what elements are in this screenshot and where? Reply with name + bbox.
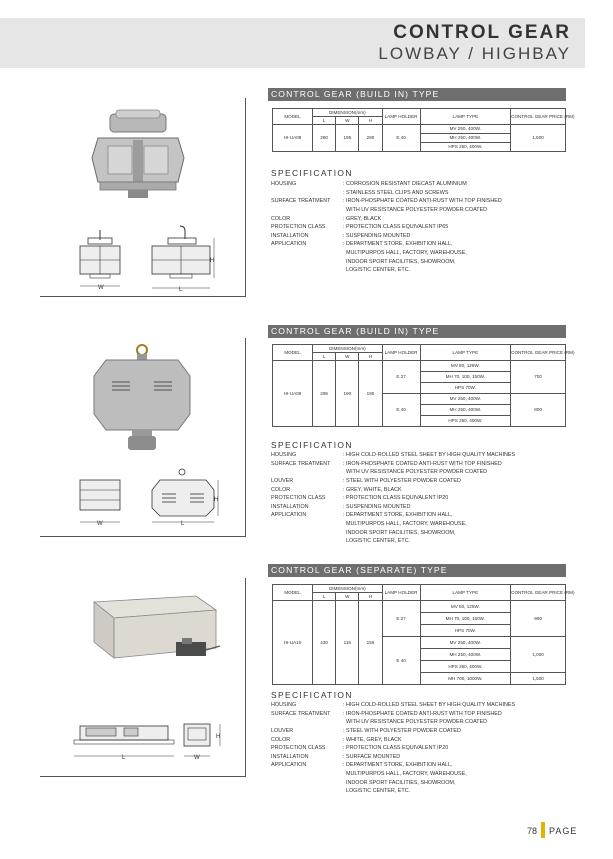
col-header-dimension: DIMENSION(mm): [313, 585, 383, 593]
cell-lamp-holder: E 40: [382, 125, 420, 152]
spec-values: [343, 727, 461, 736]
spec-value: : STEEL WITH POLYESTER POWDER COATED: [343, 727, 461, 734]
spec-values: [343, 761, 467, 796]
dimension-drawing-side-1: [146, 224, 218, 294]
spec-list-3: [271, 701, 515, 796]
spec-row: [271, 503, 515, 512]
col-header-w: W: [336, 353, 359, 361]
spec-key: COLOR: [271, 736, 291, 743]
spec-value: : GREY, BLACK: [343, 215, 382, 222]
svg-text:H: H: [216, 734, 221, 740]
spec-values: [343, 180, 467, 197]
spec-values: [343, 736, 402, 745]
spec-value: MULTIPURPOS HALL, FACTORY, WAREHOUSE,: [343, 771, 467, 778]
page-accent-bar: [541, 822, 545, 838]
spec-values: [343, 197, 502, 214]
svg-text:H: H: [214, 497, 219, 503]
spec-row: [271, 494, 515, 503]
spec-value: : SUSPENDING MOUNTED: [343, 503, 411, 510]
dimension-drawing-front-3: [72, 718, 176, 762]
spec-key: APPLICATION: [271, 241, 307, 248]
col-header-price: CONTROL GEAR PRICE (RM): [511, 585, 566, 601]
svg-text:W: W: [98, 285, 104, 291]
spec-values: [343, 701, 515, 710]
spec-value: : SUSPENDING MOUNTED: [343, 232, 411, 239]
spec-key: HOUSING: [271, 181, 297, 187]
spec-values: [343, 477, 461, 486]
page-number: 78: [527, 826, 538, 836]
col-header-lamp-holder: LAMP HOLDER: [382, 345, 420, 361]
col-header-l: L: [313, 353, 336, 361]
product-photo-1: [88, 108, 188, 200]
spec-value: INDOOR SPORT FACILITIES, SHOWROOM,: [343, 529, 456, 536]
spec-heading-3: SPECIFICATION: [271, 690, 353, 700]
cell-dim-h: 180: [359, 361, 382, 427]
cell-lamp-type: HPS 70W.: [420, 625, 511, 637]
section-title-1: CONTROL GEAR (BUILD IN) TYPE: [268, 88, 566, 101]
spec-key: COLOR: [271, 486, 291, 493]
svg-text:L: L: [181, 521, 185, 527]
spec-value: : IRON-PHOSPHATE COATED ANTI-RUST WITH TOP FINISHED: [343, 710, 502, 717]
svg-text:H: H: [210, 258, 215, 264]
spec-value: : STEEL WITH POLYESTER POWDER COATED: [343, 477, 461, 484]
cell-lamp-type: MH 700, 1000W.: [420, 673, 511, 685]
spec-row: [271, 240, 502, 275]
spec-key: HOUSING: [271, 702, 297, 708]
cell-price: 900: [511, 601, 566, 637]
spec-row: [271, 477, 515, 486]
spec-values: [343, 451, 515, 460]
dimension-drawing-front-2: [76, 474, 126, 528]
spec-row: [271, 753, 515, 762]
cell-lamp-type: MH 70, 100, 150W.: [420, 613, 511, 625]
spec-values: [343, 710, 502, 727]
spec-value: : STAINLESS STEEL CLIPS AND SCREWS: [343, 189, 449, 196]
spec-value: : DEPARTMENT STORE, EXHIBITION HALL,: [343, 762, 453, 769]
spec-row: [271, 727, 515, 736]
spec-value: WITH UV RESISTANCE POLYESTER POWDER COATED: [343, 206, 488, 213]
spec-value: MULTIPURPOS HALL, FACTORY, WAREHOUSE,: [343, 250, 467, 257]
cell-model: HI-UA09: [273, 361, 313, 427]
col-header-lamp-holder: LAMP HOLDER: [382, 585, 420, 601]
cell-price: 800: [511, 394, 566, 427]
spec-value: : CORROSION RESISTANT DIECAST ALUMINIUM: [343, 181, 467, 187]
cell-lamp-type: MV 80, 125W.: [420, 601, 511, 613]
col-header-model: MODEL: [273, 345, 313, 361]
col-header-price: CONTROL GEAR PRICE (RM): [511, 109, 566, 125]
col-header-dimension: DIMENSION(mm): [313, 109, 383, 117]
cell-lamp-type: MV 80, 125W.: [420, 361, 511, 372]
spec-value: : PROTECTION CLASS EQUIVALENT IP65: [343, 224, 449, 231]
cell-lamp-type: MV 250, 400W.: [420, 637, 511, 649]
spec-key: INSTALLATION: [271, 503, 309, 510]
cell-lamp-type: MH 70, 100, 150W.: [420, 372, 511, 383]
section-title-3: CONTROL GEAR (SEPARATE) TYPE: [268, 564, 566, 577]
cell-price: 1,500: [511, 125, 566, 152]
cell-price: 1,000: [511, 637, 566, 673]
spec-key: PROTECTION CLASS: [271, 224, 326, 231]
spec-table-2: [272, 344, 575, 427]
spec-values: [343, 486, 402, 495]
section-title-2: CONTROL GEAR (BUILD IN) TYPE: [268, 325, 566, 338]
spec-key: LOUVER: [271, 477, 294, 484]
cell-lamp-type: MH 250, 400W.: [420, 405, 511, 416]
spec-row: [271, 701, 515, 710]
cell-lamp-holder: E 27: [382, 361, 420, 394]
col-header-w: W: [336, 593, 359, 601]
spec-list-1: [271, 180, 502, 275]
spec-row: [271, 180, 502, 197]
cell-lamp-type: MH 250, 400W.: [420, 134, 511, 143]
spec-row: [271, 460, 515, 477]
spec-row: [271, 511, 515, 546]
spec-row: [271, 736, 515, 745]
col-header-w: W: [336, 117, 359, 125]
spec-key: SURFACE TREATMENT: [271, 710, 331, 717]
spec-key: PROTECTION CLASS: [271, 495, 326, 502]
cell-price: 1,500: [511, 673, 566, 685]
spec-key: APPLICATION: [271, 512, 307, 519]
spec-table-1: [272, 108, 575, 152]
col-header-dimension: DIMENSION(mm): [313, 345, 383, 353]
spec-row: [271, 710, 515, 727]
spec-value: LOGISTIC CENTER, ETC.: [343, 538, 411, 545]
spec-key: INSTALLATION: [271, 232, 309, 239]
spec-values: [343, 240, 467, 275]
dimension-drawing-front-1: [76, 228, 126, 294]
spec-row: [271, 761, 515, 796]
product-photo-2: [90, 342, 194, 452]
spec-key: LOUVER: [271, 727, 294, 734]
cell-lamp-type: MV 250, 400W.: [420, 394, 511, 405]
spec-row: [271, 232, 502, 241]
spec-key: SURFACE TREATMENT: [271, 198, 331, 205]
spec-key: SURFACE TREATMENT: [271, 460, 331, 467]
spec-values: [343, 744, 448, 753]
spec-values: [343, 223, 448, 232]
spec-value: INDOOR SPORT FACILITIES, SHOWROOM,: [343, 779, 456, 786]
page-title: CONTROL GEAR: [393, 22, 571, 43]
spec-values: [343, 232, 410, 241]
spec-value: : SURFACE MOUNTED: [343, 753, 401, 760]
spec-value: : DEPARTMENT STORE, EXHIBITION HALL,: [343, 241, 453, 248]
spec-key: PROTECTION CLASS: [271, 745, 326, 752]
svg-text:L: L: [122, 755, 126, 761]
spec-row: [271, 197, 502, 214]
col-header-lamp-type: LAMP TYPE: [420, 345, 511, 361]
product-photo-3: [86, 588, 222, 674]
spec-value: INDOOR SPORT FACILITIES, SHOWROOM,: [343, 258, 456, 265]
spec-value: WITH UV RESISTANCE POLYESTER POWDER COATED: [343, 469, 488, 476]
spec-value: LOGISTIC CENTER, ETC.: [343, 267, 411, 274]
spec-value: : HIGH COLD-ROLLED STEEL SHEET BY HIGH QUALITY MACHINES: [343, 702, 516, 708]
spec-value: : IRON-PHOSPHATE COATED ANTI-RUST WITH TOP FINISHED: [343, 460, 502, 467]
col-header-l: L: [313, 117, 336, 125]
svg-text:L: L: [179, 287, 183, 293]
col-header-l: L: [313, 593, 336, 601]
col-header-lamp-type: LAMP TYPE: [420, 109, 511, 125]
col-header-lamp-type: LAMP TYPE: [420, 585, 511, 601]
spec-value: : IRON-PHOSPHATE COATED ANTI-RUST WITH TOP FINISHED: [343, 198, 502, 205]
col-header-model: MODEL: [273, 109, 313, 125]
spec-value: WITH UV RESISTANCE POLYESTER POWDER COATED: [343, 719, 488, 726]
spec-key: INSTALLATION: [271, 753, 309, 760]
col-header-h: H: [359, 353, 382, 361]
cell-lamp-holder: E 40: [382, 637, 420, 685]
spec-values: [343, 460, 502, 477]
dimension-drawing-side-2: [148, 468, 224, 528]
col-header-h: H: [359, 593, 382, 601]
spec-value: : GREY, WHITE, BLACK: [343, 486, 402, 493]
cell-price: 700: [511, 361, 566, 394]
spec-value: : HIGH COLD-ROLLED STEEL SHEET BY HIGH QUALITY MACHINES: [343, 452, 516, 458]
spec-row: [271, 744, 515, 753]
spec-heading-1: SPECIFICATION: [271, 168, 353, 178]
spec-list-2: [271, 451, 515, 546]
spec-values: [343, 753, 400, 762]
dimension-drawing-side-3: [178, 718, 238, 762]
col-header-h: H: [359, 117, 382, 125]
cell-dim-l: 430: [313, 601, 336, 685]
spec-value: : PROTECTION CLASS EQUIVALENT IP20: [343, 745, 449, 752]
col-header-price: CONTROL GEAR PRICE (RM): [511, 345, 566, 361]
cell-lamp-type: HPS 250, 400W.: [420, 661, 511, 673]
cell-dim-h: 280: [359, 125, 382, 152]
cell-lamp-holder: E 40: [382, 394, 420, 427]
col-header-model: MODEL: [273, 585, 313, 601]
cell-lamp-type: MV 250, 400W.: [420, 125, 511, 134]
spec-value: LOGISTIC CENTER, ETC.: [343, 788, 411, 795]
cell-model: HI-UA10: [273, 601, 313, 685]
spec-heading-2: SPECIFICATION: [271, 440, 353, 450]
spec-row: [271, 215, 502, 224]
spec-value: MULTIPURPOS HALL, FACTORY, WAREHOUSE,: [343, 521, 467, 528]
svg-text:W: W: [194, 755, 200, 761]
spec-table-3: [272, 584, 575, 685]
spec-key: APPLICATION: [271, 762, 307, 769]
spec-row: [271, 451, 515, 460]
cell-model: HI-UA08: [273, 125, 313, 152]
spec-values: [343, 494, 448, 503]
col-header-lamp-holder: LAMP HOLDER: [382, 109, 420, 125]
page-subtitle: LOWBAY / HIGHBAY: [378, 44, 571, 63]
spec-value: : DEPARTMENT STORE, EXHIBITION HALL,: [343, 512, 453, 519]
cell-lamp-type: MH 250, 400W.: [420, 649, 511, 661]
cell-dim-w: 195: [336, 125, 359, 152]
spec-values: [343, 511, 467, 546]
spec-values: [343, 503, 410, 512]
cell-dim-w: 115: [336, 601, 359, 685]
spec-row: [271, 486, 515, 495]
spec-value: : PROTECTION CLASS EQUIVALENT IP20: [343, 495, 449, 502]
cell-dim-h: 155: [359, 601, 382, 685]
spec-row: [271, 223, 502, 232]
spec-values: [343, 215, 381, 224]
cell-lamp-type: HPS 250, 400W.: [420, 416, 511, 427]
cell-lamp-type: HPS 70W.: [420, 383, 511, 394]
spec-key: HOUSING: [271, 452, 297, 458]
cell-lamp-type: HPS 250, 400W.: [420, 143, 511, 152]
cell-dim-l: 295: [313, 361, 336, 427]
spec-value: : WHITE, GREY, BLACK: [343, 736, 402, 743]
page-label: PAGE: [549, 826, 578, 836]
cell-lamp-holder: E 27: [382, 601, 420, 637]
spec-key: COLOR: [271, 215, 291, 222]
svg-text:W: W: [97, 521, 103, 527]
cell-dim-w: 190: [336, 361, 359, 427]
cell-dim-l: 280: [313, 125, 336, 152]
